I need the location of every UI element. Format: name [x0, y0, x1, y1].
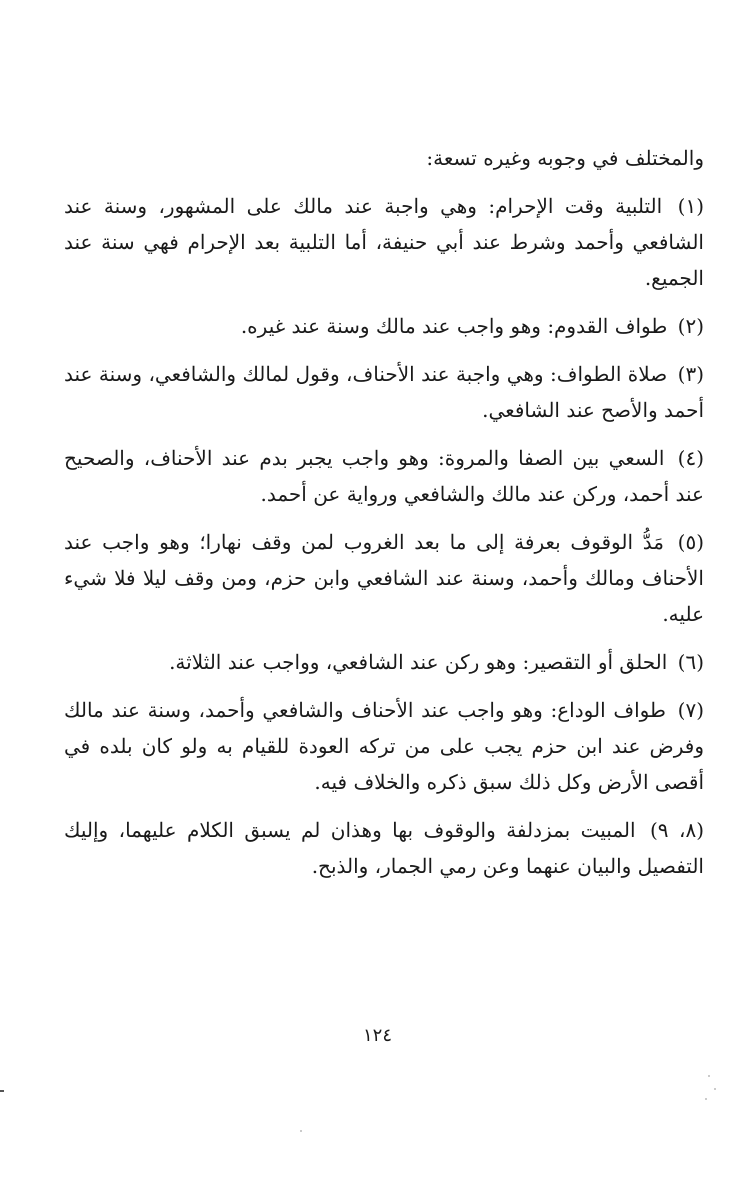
item-text: طواف الوداع: وهو واجب عند الأحناف والشافعي وأحمد، وسنة عند مالك وفرض عند ابن حزم يجب على من تركه العودة للقيام به ولو كان بلده في أقصى الأرض وكل ذلك سبق ذكره والخلاف فيه. — [64, 698, 704, 794]
scan-speck — [300, 1130, 302, 1132]
scan-speck — [708, 1075, 710, 1077]
item-number: (٣) — [677, 362, 704, 386]
scan-speck — [714, 1088, 716, 1090]
item-number: (١) — [677, 194, 704, 218]
item-text: مَدُّ الوقوف بعرفة إلى ما بعد الغروب لمن وقف نهارا؛ وهو واجب عند الأحناف ومالك وأحمد، وسنة عند الشافعي وابن حزم، ومن وقف ليلا فلا شيء عليه. — [64, 530, 704, 626]
item-number: (٧) — [677, 698, 704, 722]
page-number: ١٢٤ — [362, 1025, 392, 1046]
list-item-6 — [64, 644, 704, 680]
item-text: طواف القدوم: وهو واجب عند مالك وسنة عند غيره. — [240, 314, 668, 338]
list-item-4 — [64, 440, 704, 512]
intro-line: والمختلف في وجوبه وغيره تسعة: — [426, 146, 704, 170]
item-number: (٤) — [677, 446, 705, 470]
item-number: (٥) — [677, 530, 704, 554]
item-number: (٢) — [677, 314, 704, 338]
body-text — [64, 140, 704, 896]
scan-speck — [705, 1098, 707, 1100]
item-text: صلاة الطواف: وهي واجبة عند الأحناف، وقول لمالك والشافعي، وسنة عند أحمد والأصح عند الشافعي. — [64, 362, 704, 422]
list-item-5 — [64, 524, 704, 632]
list-item-7 — [64, 692, 704, 800]
item-text: التلبية وقت الإحرام: وهي واجبة عند مالك على المشهور، وسنة عند الشافعي وأحمد وشرط عند أبي حنيفة، أما التلبية بعد الإحرام فهي سنة عند الجميع. — [64, 194, 704, 290]
item-number: (٦) — [677, 650, 704, 674]
list-item-2 — [64, 308, 704, 344]
list-item-3 — [64, 356, 704, 428]
scan-edge-mark — [0, 1090, 4, 1092]
item-text: السعي بين الصفا والمروة: وهو واجب يجبر بدم عند الأحناف، والصحيح عند أحمد، وركن عند مالك والشافعي ورواية عن أحمد. — [64, 446, 704, 506]
item-text: الحلق أو التقصير: وهو ركن عند الشافعي، وواجب عند الثلاثة. — [169, 650, 668, 674]
list-item-8 — [64, 812, 704, 884]
item-text: المبيت بمزدلفة والوقوف بها وهذان لم يسبق الكلام عليهما، وإليك التفصيل والبيان عنهما وعن رمي الجمار، والذبح. — [64, 818, 704, 878]
list-item-1 — [64, 188, 704, 296]
item-number: (٨، ٩) — [649, 818, 704, 842]
